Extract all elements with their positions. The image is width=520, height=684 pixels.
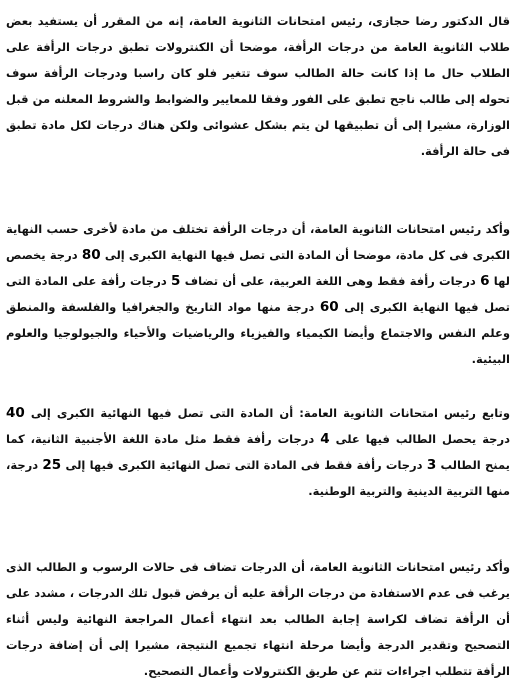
paragraph-3-text-1: وتابع رئيس امتحانات الثانوية العامة: أن المادة التى تصل فيها النهائية الكبرى إلى bbox=[24, 406, 510, 420]
paragraph-3-number-1: 40 bbox=[6, 405, 25, 421]
paragraph-2-number-3: 5 bbox=[171, 273, 181, 289]
paragraph-2-number-2: 6 bbox=[480, 273, 490, 289]
paragraph-3-number-3: 3 bbox=[426, 457, 437, 473]
paragraph-3-number-4: 25 bbox=[42, 457, 62, 473]
paragraph-2-text-3: درجات رأفة فقط وهى اللغة العربية، على أن تضاف bbox=[180, 274, 481, 288]
paragraph-2-number-4: 60 bbox=[319, 299, 339, 315]
paragraph-3-text-2: درجة يحصل الطالب فيها على bbox=[329, 432, 510, 446]
paragraph-2-text-1: وأكد رئيس امتحانات الثانوية العامة، أن درجات الرأفة تختلف من مادة لأخرى حسب النهاية الكبرى فى كل مادة، موضحا أن المادة التى تصل فيها النهاية الكبرى إلى bbox=[6, 222, 511, 262]
paragraph-2-text-5: درجة منها مواد التاريخ والجغرافيا والفلسفة والمنطق وعلم النفس والاجتماع وأيضا الكيمياء والفيزياء والرياضيات والأحياء والجيولوجيا والعلوم البيئية. bbox=[6, 300, 510, 366]
paragraph-3-text-3: درجات رأفة فقط مثل مادة اللغة الأجنبية الثانية، كما يمنح الطالب bbox=[6, 432, 510, 472]
paragraph-3-number-2: 4 bbox=[320, 431, 330, 447]
paragraph-2 bbox=[6, 216, 510, 372]
paragraph-4: وأكد رئيس امتحانات الثانوية العامة، أن الدرجات تضاف فى حالات الرسوب و الطالب الذى يرغب فى عدم الاستفادة من درجات الرأفة عليه أن يرفض قبول تلك الدرجات ، مشدد على أن الرأفة تضاف لكراسة إجابة الطالب بعد انتهاء أعمال المراجعة النهائية وليس أثناء التصحيح وتقدير الدرجة وأيضا مرحلة انتهاء تجميع النتيجة، مشيرا إلى أن إضافة درجات الرأفة تتطلب اجراءات تتم عن طريق الكنترولات وأعمال التصحيح. bbox=[6, 560, 510, 678]
paragraph-spacer bbox=[6, 164, 510, 216]
paragraph-2-number-1: 80 bbox=[81, 247, 101, 263]
paragraph-spacer bbox=[6, 504, 510, 554]
paragraph-2-text-2: درجة يخصص لها bbox=[6, 248, 511, 288]
paragraph-3-text-5: درجة، منها التربية الدينية والتربية الوطنية. bbox=[6, 458, 510, 498]
paragraph-1: قال الدكتور رضا حجازى، رئيس امتحانات الثانوية العامة، إنه من المقرر أن يستفيد بعض طلاب الثانوية العامة من درجات الرأفة، موضحا أن الكنترولات تطبق درجات الرأفة على الطلاب حال ما إذا كانت حالة الطالب سوف تتغير فلو كان راسبا ودرجات الرأفة سوف تحوله إلى طالب ناجح تطبق على الفور وفقا للمعايير والضوابط والشروط المعلنه من قبل الوزارة، مشيرا إلى أن تطبيقها لن يتم بشكل عشوائى ولكن هناك درجات لكل مادة تطبق فى حالة الرأفة. bbox=[6, 14, 510, 158]
paragraph-spacer bbox=[6, 372, 510, 400]
paragraph-3 bbox=[6, 400, 510, 504]
paragraph-2-text-4: درجات رأفة على المادة التى تصل فيها النهاية الكبرى إلى bbox=[6, 274, 510, 314]
paragraph-3-text-4: درجات رأفة فقط فى المادة التى تصل النهائية الكبرى فيها إلى bbox=[61, 458, 427, 472]
